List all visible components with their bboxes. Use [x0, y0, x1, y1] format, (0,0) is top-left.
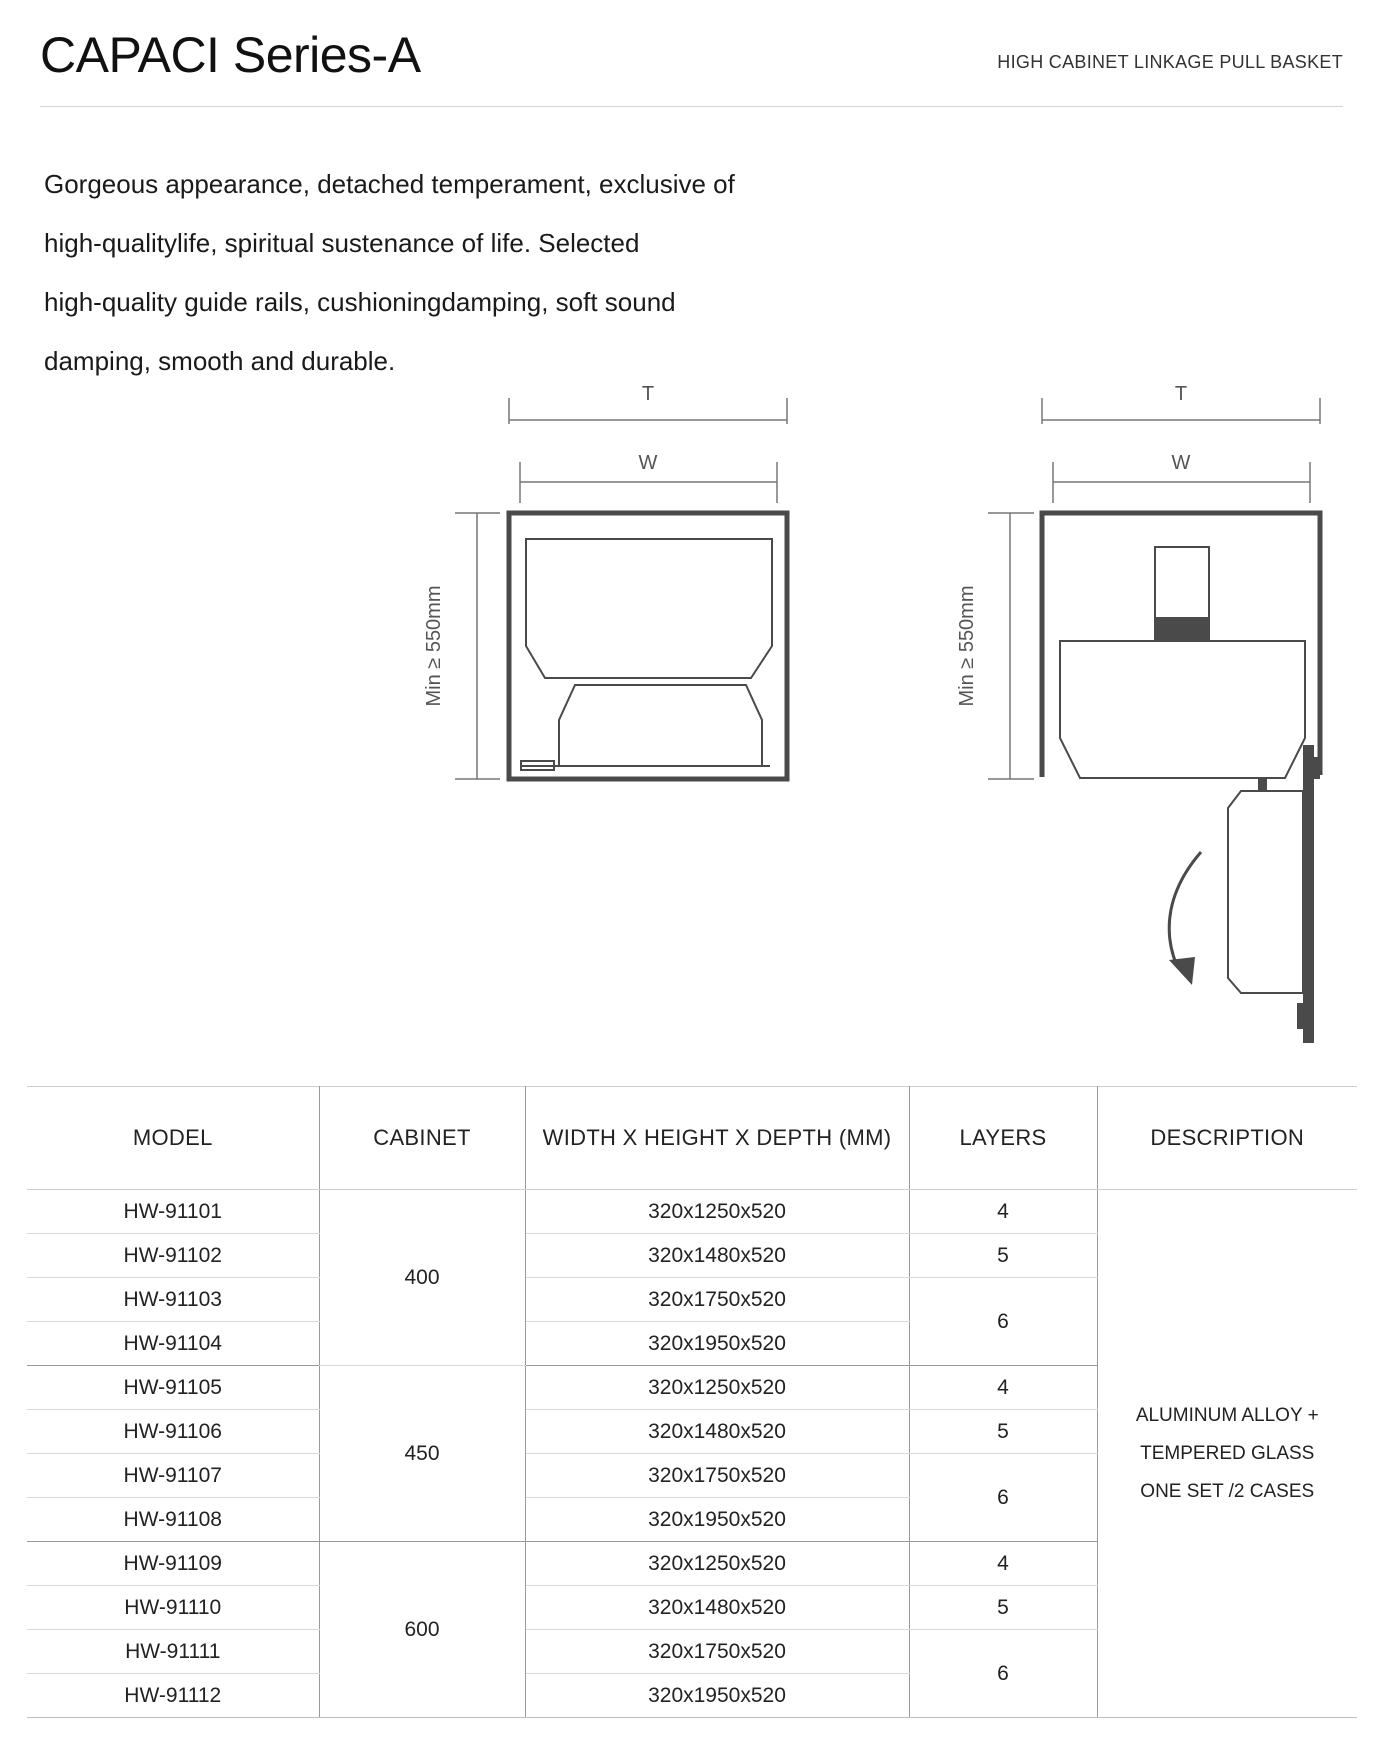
spec-table — [27, 1086, 1357, 1718]
swing-arrow — [1169, 852, 1201, 966]
model-cell: HW-91107 — [27, 1454, 319, 1498]
layers-cell: 5 — [909, 1234, 1097, 1278]
w-dimension-label: W — [638, 452, 658, 474]
layers-cell: 5 — [909, 1410, 1097, 1454]
dimensions-cell: 320x1250x520 — [525, 1190, 909, 1234]
door-handle — [1297, 1003, 1304, 1029]
min-height-label: Min ≥ 550mm — [423, 585, 445, 707]
layers-cell: 5 — [909, 1586, 1097, 1630]
door-hinge — [1310, 757, 1320, 779]
min-height-label: Min ≥ 550mm — [956, 585, 978, 707]
lower-basket — [1228, 791, 1303, 993]
intro-line: high-quality guide rails, cushioningdamping, soft sound — [44, 287, 676, 317]
model-cell: HW-91108 — [27, 1498, 319, 1542]
layers-cell: 6 — [909, 1630, 1097, 1718]
model-cell: HW-91112 — [27, 1674, 319, 1718]
description-line: ONE SET /2 CASES — [1140, 1480, 1315, 1502]
model-cell: HW-91102 — [27, 1234, 319, 1278]
linkage-block-base — [1155, 617, 1209, 641]
description-column-header: DESCRIPTION — [1097, 1087, 1357, 1190]
dimensions-cell: 320x1480x520 — [525, 1234, 909, 1278]
layers-column-header: LAYERS — [909, 1087, 1097, 1190]
cabinet-outline — [1042, 513, 1320, 777]
upper-basket — [1060, 641, 1305, 778]
model-cell: HW-91103 — [27, 1278, 319, 1322]
page-title: CAPACI Series-A — [40, 27, 421, 83]
dimensions-cell: 320x1950x520 — [525, 1322, 909, 1366]
dimensions-cell: 320x1750x520 — [525, 1278, 909, 1322]
t-dimension-label: T — [1174, 383, 1188, 405]
door-panel — [1303, 745, 1314, 1043]
intro-line: high-qualitylife, spiritual sustenance of life. Selected — [44, 228, 640, 258]
dimensions-cell: 320x1950x520 — [525, 1498, 909, 1542]
dimensions-cell: 320x1750x520 — [525, 1630, 909, 1674]
model-column-header: MODEL — [27, 1087, 319, 1190]
layers-cell: 6 — [909, 1278, 1097, 1366]
dimensions-cell: 320x1480x520 — [525, 1410, 909, 1454]
model-cell: HW-91101 — [27, 1190, 319, 1234]
layers-cell: 4 — [909, 1366, 1097, 1410]
intro-line: Gorgeous appearance, detached temperament, exclusive of — [44, 169, 735, 199]
dimensions-cell: 320x1480x520 — [525, 1586, 909, 1630]
layers-cell: 4 — [909, 1542, 1097, 1586]
cabinet-column-header: CABINET — [319, 1087, 525, 1190]
table-row — [27, 1190, 1357, 1234]
dimensions-column-header: WIDTH X HEIGHT X DEPTH (MM) — [525, 1087, 909, 1190]
cabinet-cell: 450 — [319, 1366, 525, 1542]
model-cell: HW-91105 — [27, 1366, 319, 1410]
t-dimension-label: T — [641, 383, 655, 405]
model-cell: HW-91106 — [27, 1410, 319, 1454]
model-cell: HW-91109 — [27, 1542, 319, 1586]
page-subtitle: HIGH CABINET LINKAGE PULL BASKET — [997, 52, 1343, 72]
dimensions-cell: 320x1950x520 — [525, 1674, 909, 1718]
basket-mount — [1258, 778, 1267, 791]
description-cell — [1097, 1190, 1357, 1718]
cabinet-cell: 400 — [319, 1190, 525, 1366]
cabinet-cell: 600 — [319, 1542, 525, 1718]
dimensions-cell: 320x1250x520 — [525, 1366, 909, 1410]
layers-cell: 6 — [909, 1454, 1097, 1542]
intro-line: damping, smooth and durable. — [44, 346, 396, 376]
dimensions-cell: 320x1250x520 — [525, 1542, 909, 1586]
table-header-row — [27, 1087, 1357, 1190]
model-cell: HW-91111 — [27, 1630, 319, 1674]
description-line: ALUMINUM ALLOY + — [1135, 1404, 1319, 1426]
dimensions-cell: 320x1750x520 — [525, 1454, 909, 1498]
swing-arrowhead — [1169, 957, 1195, 985]
layers-cell: 4 — [909, 1190, 1097, 1234]
w-dimension-label: W — [1171, 452, 1191, 474]
description-line: TEMPERED GLASS — [1140, 1442, 1315, 1464]
model-cell: HW-91110 — [27, 1586, 319, 1630]
model-cell: HW-91104 — [27, 1322, 319, 1366]
